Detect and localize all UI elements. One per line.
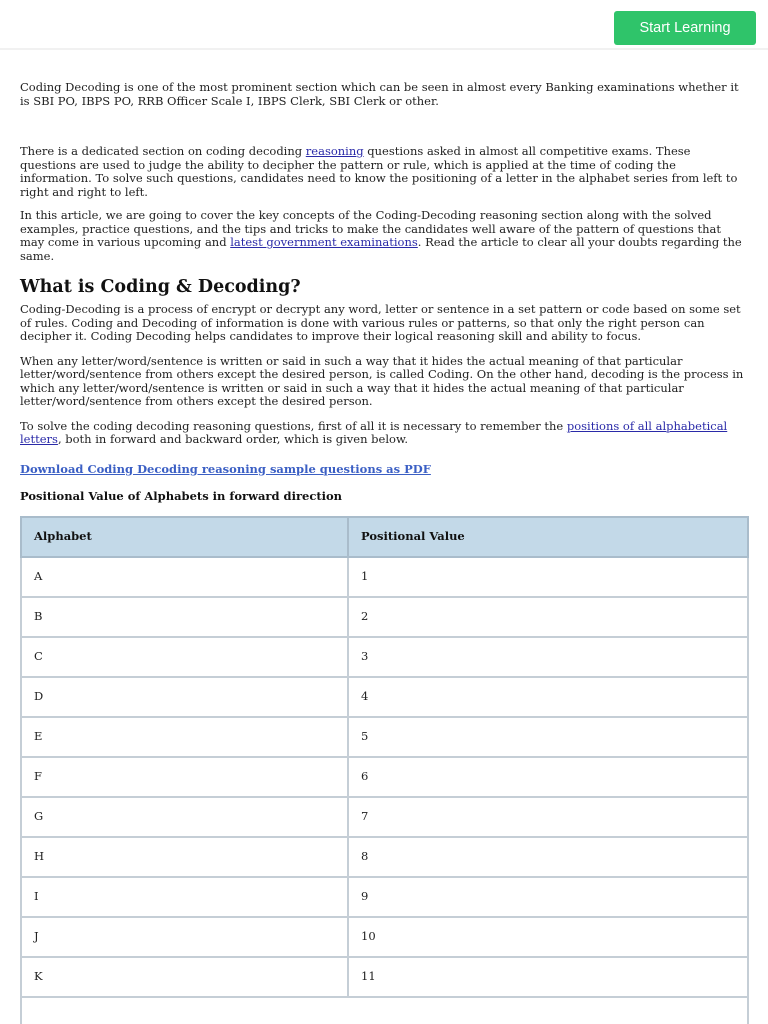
positions-of-letters-link[interactable]: positions of all alphabetical letters: [20, 418, 728, 446]
cell-alphabet: C: [21, 637, 348, 677]
column-header-alphabet: Alphabet: [21, 517, 348, 557]
coding-explanation-paragraph: When any letter/word/sentence is written or said in such a way that it hides the actual meaning of that particular letter/word/sentence from others except the desired person, is called Coding. On the other hand, decoding is the process in which any letter/word/sentence is written or said in such a way that it hides the actual meaning of that particular letter/word/sentence from others except the desired person.: [20, 353, 744, 408]
table-row: [21, 637, 748, 677]
solve-paragraph: [20, 420, 748, 447]
text: There is a dedicated section on coding decoding: [20, 144, 306, 158]
definition-paragraph: Coding-Decoding is a process of encrypt or decrypt any word, letter or sentence in a set pattern or code based on some set of rules. Coding and Decoding of information is done with various rules or patterns, so that only the right person can decipher it. Coding Decoding helps candidates to improve their logical reasoning skill and ability to focus.: [20, 302, 741, 343]
cell-alphabet: G: [21, 797, 348, 837]
cell-alphabet: E: [21, 717, 348, 757]
cell-empty: [21, 997, 748, 1024]
latest-government-examinations-link[interactable]: latest government examinations: [230, 235, 418, 249]
top-bar: [0, 0, 768, 50]
table-caption: Positional Value of Alphabets in forward direction: [20, 489, 343, 503]
dedicated-section-paragraph: [20, 145, 748, 199]
table-row: [21, 957, 748, 997]
table-row: [21, 917, 748, 957]
table-row-partial: [21, 997, 748, 1024]
cell-value: 4: [348, 677, 748, 717]
column-header-positional-value: Positional Value: [348, 517, 748, 557]
cell-alphabet: F: [21, 757, 348, 797]
cell-value: 8: [348, 837, 748, 877]
article-overview-paragraph: [20, 209, 748, 263]
cell-alphabet: J: [21, 917, 348, 957]
text: To solve the coding decoding reasoning questions, first of all it is necessary to remember the: [20, 418, 567, 433]
text: , both in forward and backward order, which is given below.: [57, 432, 409, 446]
table-row: [21, 717, 748, 757]
cell-value: 5: [348, 717, 748, 757]
table-row: [21, 797, 748, 837]
cell-value: 11: [348, 957, 748, 997]
cell-value: 10: [348, 917, 748, 957]
table-row: [21, 837, 748, 877]
table-row: [21, 557, 748, 597]
cell-value: 7: [348, 797, 748, 837]
cell-value: 1: [348, 557, 748, 597]
reasoning-link[interactable]: reasoning: [305, 144, 364, 158]
cell-alphabet: K: [21, 957, 348, 997]
start-learning-button[interactable]: Start Learning: [614, 11, 756, 45]
article-body: [0, 81, 768, 1024]
text: In this article, we are going to cover the key concepts of the Coding-Decoding reasoning section along with the solved examples, practice questions, and the tips and tricks to make the candidates well aware of the pattern of questions that may come in various upcoming and: [20, 208, 721, 249]
table-header-row: [21, 517, 748, 557]
cell-value: 6: [348, 757, 748, 797]
cell-alphabet: B: [21, 597, 348, 637]
section-heading-what-is-coding: What is Coding & Decoding?: [20, 277, 301, 297]
cell-alphabet: A: [21, 557, 348, 597]
cell-alphabet: H: [21, 837, 348, 877]
cell-value: 3: [348, 637, 748, 677]
cell-value: 9: [348, 877, 748, 917]
cell-alphabet: D: [21, 677, 348, 717]
text: questions asked in almost all competitive exams. These questions are used to judge the ability to decipher the pattern or rule, which is applied at the time of coding the information. To solve such questions, candidates need to know the positioning of a letter in the alphabet series from left to right and right to left.: [20, 144, 738, 199]
cell-value: 2: [348, 597, 748, 637]
table-row: [21, 677, 748, 717]
table-row: [21, 757, 748, 797]
text: . Read the article to clear all your doubts regarding the same.: [20, 235, 742, 263]
table-row: [21, 877, 748, 917]
intro-paragraph: Coding Decoding is one of the most prominent section which can be seen in almost every Banking examinations whether it is SBI PO, IBPS PO, RRB Officer Scale I, IBPS Clerk, SBI Clerk or other.: [20, 80, 739, 108]
cell-alphabet: I: [21, 877, 348, 917]
table-row: [21, 597, 748, 637]
download-pdf-link[interactable]: Download Coding Decoding reasoning sample questions as PDF: [20, 461, 431, 476]
alphabet-position-table: [20, 516, 749, 1024]
